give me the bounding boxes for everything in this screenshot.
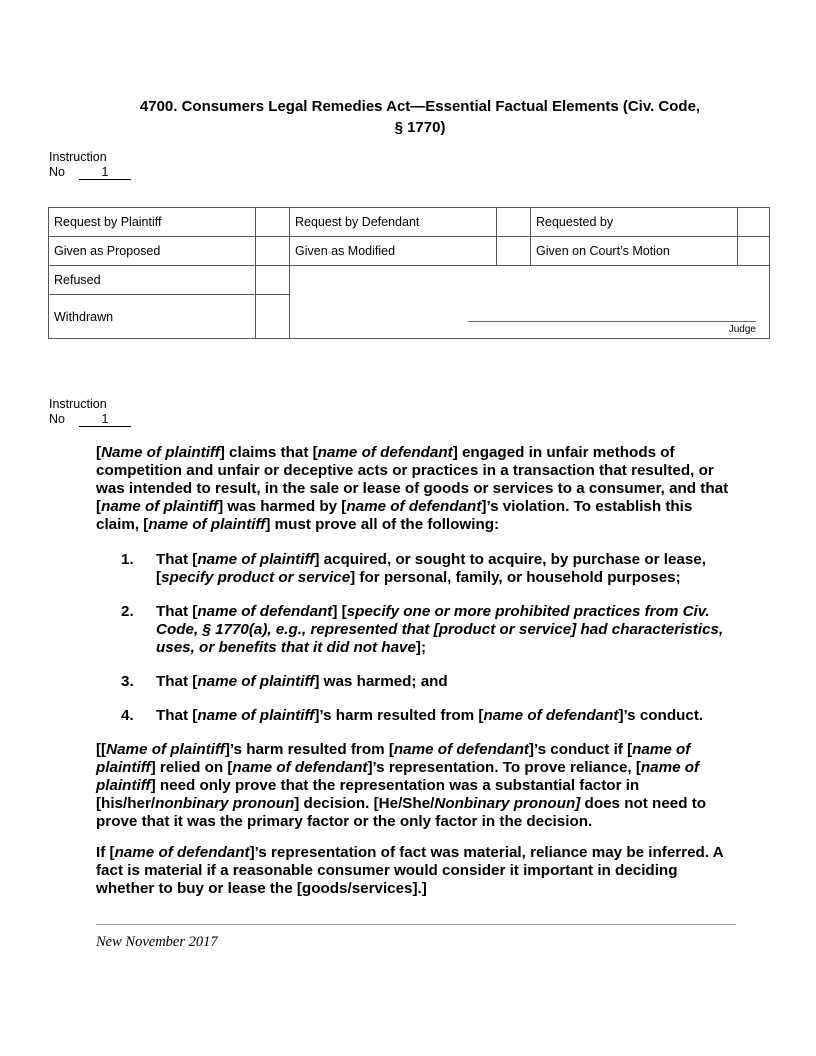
intro-text: ] claims that [	[219, 444, 318, 461]
no-label-2: No	[49, 412, 65, 426]
placeholder-text: name of defendant	[346, 498, 482, 515]
intro-text: ] was harmed by [	[218, 498, 347, 515]
element-text-part: ] [	[332, 603, 347, 620]
element-text	[156, 673, 736, 691]
placeholder-text: name of defendant	[232, 759, 368, 776]
element-2	[96, 603, 736, 657]
element-text	[156, 707, 736, 725]
instruction-number-2: 1	[79, 413, 131, 427]
reliance-text: does not need to prove that it was the primary factor or the only factor in the decision.	[96, 795, 707, 830]
given-as-modified-checkbox[interactable]	[497, 237, 531, 266]
element-text-part: ]’s harm resulted from [	[314, 707, 484, 724]
footer-revision-date: New November 2017	[96, 934, 218, 950]
given-on-courts-motion-label: Given on Court’s Motion	[531, 237, 738, 266]
placeholder-text: Nonbinary pronoun]	[434, 795, 581, 812]
instruction-number-block-top	[49, 150, 131, 180]
given-as-modified-label: Given as Modified	[290, 237, 497, 266]
placeholder-text: specify one or more prohibited practices from Civ. Code, § 1770(a), e.g., represented that [product or service] had characteristics, uses, or benefits that it did not have	[156, 603, 724, 656]
element-1	[96, 551, 736, 587]
element-text-part: That [	[156, 707, 198, 724]
placeholder-text: name of plaintiff	[148, 516, 266, 533]
element-text-part: ] was harmed; and	[314, 673, 448, 690]
placeholder-text: name of plaintiff	[197, 707, 315, 724]
footer-divider	[96, 924, 736, 925]
element-number: 4.	[121, 707, 134, 724]
withdrawn-checkbox[interactable]	[256, 295, 290, 339]
placeholder-text: name of plaintiff	[96, 759, 700, 794]
given-as-proposed-label: Given as Proposed	[49, 237, 256, 266]
intro-text: ] engaged in unfair methods of competition and unfair or deceptive acts or practices in a transaction that resulted, or was intended to result, in the sale or lease of goods or services to a consumer, and that [	[96, 444, 729, 515]
reliance-paragraph	[96, 741, 736, 831]
element-text-part: ] for personal, family, or household purposes;	[350, 569, 681, 586]
placeholder-text: name of plaintiff	[197, 551, 315, 568]
reliance-text: ]’s conduct if [	[528, 741, 633, 758]
element-text-part: That [	[156, 551, 198, 568]
given-as-proposed-checkbox[interactable]	[256, 237, 290, 266]
title-line-2: § 1770)	[394, 119, 446, 136]
instruction-body	[96, 444, 736, 911]
materiality-text: ]’s representation of fact was material, reliance may be inferred. A fact is material if a reasonable consumer would consider it important in deciding whether to buy or lease the [goods/services].]	[96, 844, 724, 897]
instruction-number: 1	[79, 166, 131, 180]
reliance-text: ] relied on [	[150, 759, 233, 776]
judge-signature-area[interactable]	[290, 266, 770, 339]
title-line-1: 4700. Consumers Legal Remedies Act—Essential Factual Elements (Civ. Code,	[139, 98, 701, 115]
placeholder-text: name of plaintiff	[197, 673, 315, 690]
placeholder-text: name of defendant	[393, 741, 529, 758]
placeholder-text: name of defendant	[483, 707, 619, 724]
element-text-part: ] acquired, or sought to acquire, by purchase or lease, [	[156, 551, 706, 586]
placeholder-text: name of plaintiff	[96, 741, 691, 776]
requested-by-checkbox[interactable]	[738, 208, 770, 237]
instruction-number-block-bottom	[49, 397, 131, 427]
intro-text: ]’s violation. To establish this claim, [	[96, 498, 693, 533]
placeholder-text: specify product or service	[161, 569, 351, 586]
intro-paragraph	[96, 444, 736, 534]
materiality-text: If [	[96, 844, 115, 861]
element-number: 1.	[121, 551, 134, 568]
intro-text: [	[96, 444, 102, 461]
placeholder-text: nonbinary pronoun	[155, 795, 295, 812]
withdrawn-label: Withdrawn	[49, 295, 256, 339]
request-by-defendant-label: Request by Defendant	[290, 208, 497, 237]
reliance-text: ] decision. [He/She/	[294, 795, 435, 812]
request-by-plaintiff-label: Request by Plaintiff	[49, 208, 256, 237]
placeholder-text: name of defendant	[317, 444, 453, 461]
element-text	[156, 551, 736, 587]
element-3	[96, 673, 736, 691]
refused-checkbox[interactable]	[256, 266, 290, 295]
element-text	[156, 603, 736, 657]
element-text-part: That [	[156, 603, 198, 620]
refused-label: Refused	[49, 266, 256, 295]
judge-signature-line	[468, 321, 756, 322]
placeholder-text: name of plaintiff	[101, 498, 219, 515]
element-text-part: That [	[156, 673, 198, 690]
given-on-courts-motion-checkbox[interactable]	[738, 237, 770, 266]
reliance-text: ] need only prove that the representation was a substantial factor in [his/her/	[96, 777, 640, 812]
placeholder-text: Name of plaintiff	[101, 444, 220, 461]
page-title	[100, 96, 740, 138]
judge-label: Judge	[728, 324, 756, 335]
reliance-text: [[	[96, 741, 107, 758]
materiality-paragraph	[96, 844, 736, 898]
element-text-part: ]’s conduct.	[618, 707, 704, 724]
element-text-part: ];	[415, 639, 427, 656]
reliance-text: ]’s representation. To prove reliance, [	[367, 759, 641, 776]
instruction-label: Instruction	[49, 150, 107, 164]
request-by-plaintiff-checkbox[interactable]	[256, 208, 290, 237]
instruction-label-2: Instruction	[49, 397, 107, 411]
element-number: 3.	[121, 673, 134, 690]
element-4	[96, 707, 736, 725]
placeholder-text: name of defendant	[114, 844, 250, 861]
request-table	[48, 207, 770, 339]
element-number: 2.	[121, 603, 134, 620]
requested-by-label: Requested by	[531, 208, 738, 237]
request-by-defendant-checkbox[interactable]	[497, 208, 531, 237]
placeholder-text: Name of plaintiff	[106, 741, 225, 758]
no-label: No	[49, 165, 65, 179]
placeholder-text: name of defendant	[197, 603, 333, 620]
reliance-text: ]’s harm resulted from [	[224, 741, 394, 758]
intro-text: ] must prove all of the following:	[265, 516, 500, 533]
